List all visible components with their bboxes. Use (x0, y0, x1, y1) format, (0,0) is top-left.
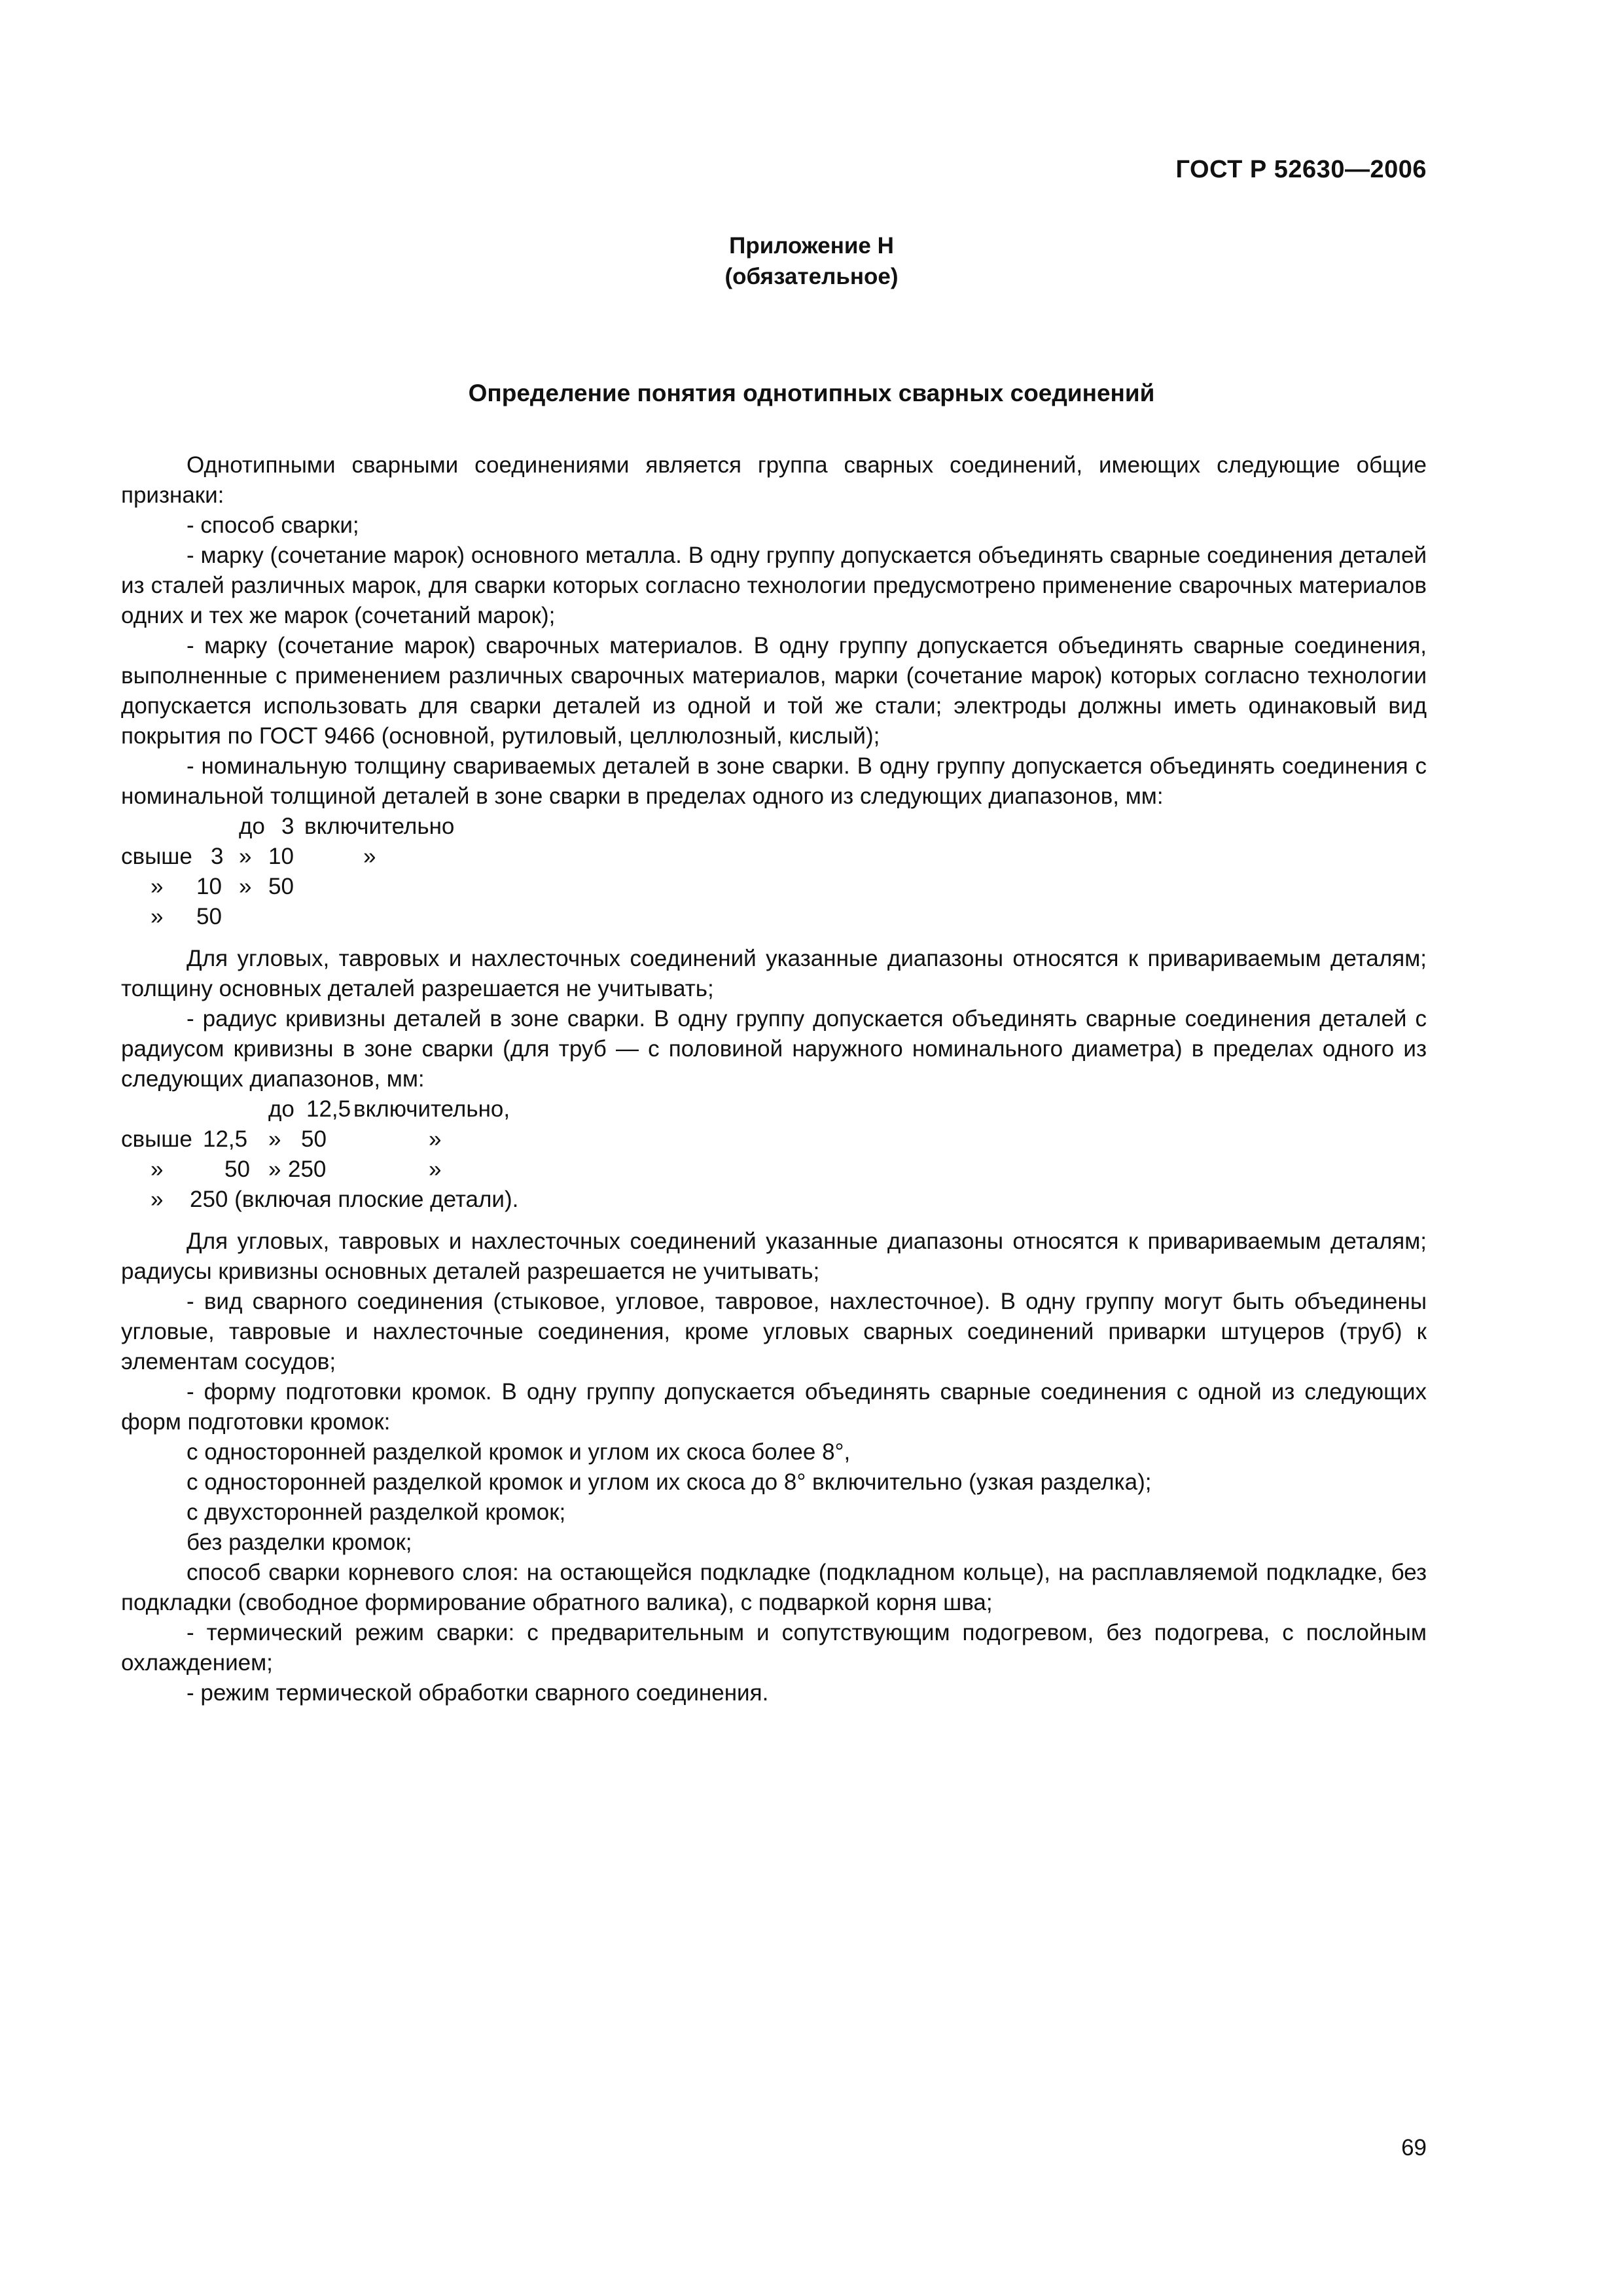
paragraph-thermal-mode: - термический режим сварки: с предварительным и сопутствующим подогревом, без подогрева, с послойным охлаждением; (121, 1620, 1427, 1676)
radius-ranges (121, 1094, 1427, 1215)
paragraph-edge-form-2: с односторонней разделкой кромок и углом их скоса до 8° включительно (узкая разделка); (187, 1469, 1152, 1495)
thickness-ranges (121, 812, 1427, 932)
range-cell: включительно, (353, 1096, 510, 1122)
range-row (121, 1155, 1427, 1185)
range-cell: 50 (224, 1157, 250, 1182)
range-cell: » (151, 874, 164, 899)
range-cell: » (429, 1126, 442, 1152)
range-cell: » (268, 1157, 281, 1182)
document-code: ГОСТ Р 52630—2006 (1175, 156, 1427, 183)
paragraph-root-layer: способ сварки корневого слоя: на остающейся подкладке (подкладном кольце), на расплавляемой подкладке, без подкладки (свободное формирование обратного валика), с подваркой корня шва; (121, 1560, 1427, 1615)
paragraph-edge-form-3: с двухсторонней разделкой кромок; (187, 1499, 566, 1525)
range-cell: » (363, 844, 376, 869)
range-cell: 250 (288, 1157, 327, 1182)
range-cell: до (239, 814, 265, 839)
range-row (121, 1094, 1427, 1124)
range-cell: 3 (211, 844, 224, 869)
appendix-title: Приложение Н (729, 233, 894, 259)
range-cell: » (268, 1126, 281, 1152)
range-cell: » (239, 844, 252, 869)
range-row (121, 1185, 1427, 1215)
paragraph-base-metal: - марку (сочетание марок) основного металла. В одну группу допускается объединять сварные соединения деталей из сталей различных марок, для сварки которых согласно технологии предусмотрено применение сварочных материалов одних и тех же марок (сочетаний марок); (121, 543, 1427, 628)
page-number: 69 (1401, 2135, 1427, 2161)
range-cell: » (151, 904, 164, 929)
range-cell: до (268, 1096, 294, 1122)
paragraph-edge-preparation: - форму подготовки кромок. В одну группу допускается объединять сварные соединения с одной из следующих форм подготовки кромок: (121, 1379, 1427, 1435)
paragraph-edge-form-4: без разделки кромок; (187, 1530, 412, 1555)
paragraph-intro: Однотипными сварными соединениями является группа сварных соединений, имеющих следующие общие признаки: (121, 452, 1427, 508)
section-title: Определение понятия однотипных сварных соединений (468, 380, 1155, 406)
paragraph-welding-materials: - марку (сочетание марок) сварочных материалов. В одну группу допускается объединять сварные соединения, выполненные с применением различных сварочных материалов, марки (сочетание марок) которых согласно технологии допускается использовать для сварки деталей из одной и той же стали; электроды должны иметь одинаковый вид покрытия по ГОСТ 9466 (основной, рутиловый, целлюлозный, кислый); (121, 633, 1427, 749)
range-cell: 10 (196, 874, 222, 899)
appendix-status: (обязательное) (724, 264, 899, 289)
range-cell: 50 (268, 874, 294, 899)
range-cell: 12,5 (306, 1096, 351, 1122)
paragraph-curvature-radius: - радиус кривизны деталей в зоне сварки. В одну группу допускается объединять сварные соединения деталей с радиусом кривизны в зоне сварки (для труб — с половиной наружного номинального диаметра) в пределах одного из следующих диапазонов, мм: (121, 1006, 1427, 1092)
range-cell: включительно (304, 814, 455, 839)
range-cell: » (239, 874, 252, 899)
range-cell: 250 (включая плоские детали). (190, 1187, 519, 1212)
range-cell: 50 (196, 904, 222, 929)
range-cell: 12,5 (203, 1126, 248, 1152)
paragraph-heat-treatment: - режим термической обработки сварного соединения. (187, 1680, 769, 1706)
range-row (121, 872, 1427, 902)
paragraph-nominal-thickness: - номинальную толщину свариваемых деталей в зоне сварки. В одну группу допускается объединять соединения с номинальной толщиной деталей в зоне сварки в пределах одного из следующих диапазонов, мм: (121, 753, 1427, 809)
paragraph-thickness-note: Для угловых, тавровых и нахлесточных соединений указанные диапазоны относятся к привариваемым деталям; толщину основных деталей разрешается не учитывать; (121, 946, 1427, 1001)
document-body (121, 450, 1427, 1708)
range-cell: 50 (301, 1126, 327, 1152)
range-cell: » (429, 1157, 442, 1182)
range-row (121, 842, 1427, 872)
range-row (121, 1124, 1427, 1155)
range-cell: свыше (121, 1126, 192, 1152)
range-cell: 3 (281, 814, 294, 839)
paragraph-radius-note: Для угловых, тавровых и нахлесточных соединений указанные диапазоны относятся к привариваемым деталям; радиусы кривизны основных деталей разрешается не учитывать; (121, 1229, 1427, 1284)
appendix-heading (0, 230, 1623, 292)
range-row (121, 902, 1427, 932)
range-cell: 10 (268, 844, 294, 869)
range-cell: » (151, 1187, 164, 1212)
paragraph-joint-type: - вид сварного соединения (стыковое, угловое, тавровое, нахлесточное). В одну группу могут быть объединены угловые, тавровые и нахлесточные соединения, кроме угловых сварных соединений приварки штуцеров (труб) к элементам сосудов; (121, 1289, 1427, 1374)
paragraph-welding-method: - способ сварки; (187, 512, 359, 538)
range-row (121, 812, 1427, 842)
range-cell: свыше (121, 844, 192, 869)
range-cell: » (151, 1157, 164, 1182)
paragraph-edge-form-1: с односторонней разделкой кромок и углом их скоса более 8°, (187, 1439, 851, 1465)
